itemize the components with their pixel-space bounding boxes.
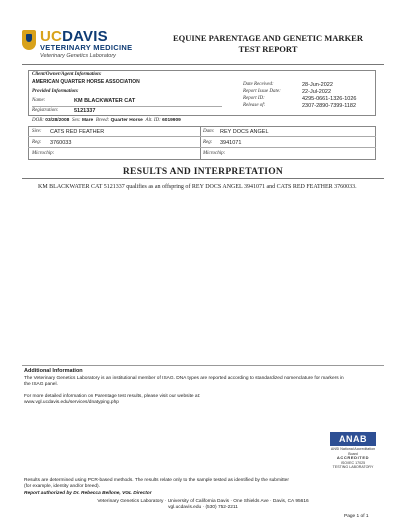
- sire-label: Sire:: [32, 129, 42, 134]
- name-value: KM BLACKWATER CAT: [74, 98, 136, 104]
- page-number: Page 1 of 1: [344, 514, 369, 519]
- logo-lab-name: Veterinary Genetics Laboratory: [40, 53, 116, 59]
- sire-value: CATS RED FEATHER: [50, 129, 105, 135]
- report-id-label: Report ID:: [243, 96, 265, 101]
- results-divider: [22, 178, 384, 179]
- sire-reg-label: Reg:: [32, 140, 42, 145]
- dam-reg-label: Reg:: [203, 140, 213, 145]
- registration-label: Registration:: [32, 108, 59, 113]
- name-label: Name:: [32, 98, 46, 103]
- animal-info-row: DOB: 03/28/2008 Sex: Mare Breed: Quarter Horse Alt. ID: 6019909: [32, 118, 181, 123]
- release-value: 2307-2890-7399-1182: [302, 103, 357, 109]
- authorized-by: Report authorized by Dr. Rebecca Bellone, VGL Director: [24, 491, 152, 496]
- issue-date-value: 22-Jul-2022: [302, 89, 332, 95]
- dob-value: 03/28/2008: [45, 118, 70, 123]
- footer-address: Veterinary Genetics Laboratory · University of California Davis · One Shields Ave · Davis, CA 95616: [97, 499, 309, 504]
- sire-reg-value: 3760033: [50, 140, 72, 146]
- ucdavis-logo: UCDAVIS: [40, 28, 108, 45]
- results-text: KM BLACKWATER CAT 5121337 qualifies as an offspring of REY DOCS ANGEL 3941071 and CATS RED FEATHER 3760033.: [38, 184, 357, 190]
- website-link[interactable]: www.vgl.ucdavis.edu/services/dnatyping.php: [24, 400, 119, 405]
- anab-logo: ANAB: [330, 432, 376, 446]
- client-label: Client/Owner/Agent Information:: [32, 72, 102, 77]
- sire-microchip-label: Microchip:: [32, 151, 55, 156]
- footer-contact: vgl.ucdavis.edu · (530) 752-2211: [168, 505, 238, 510]
- ucdavis-shield-icon: [22, 30, 36, 50]
- dam-label: Dam:: [203, 129, 215, 134]
- breed-value: Quarter Horse: [110, 118, 143, 123]
- date-received-value: 28-Jun-2022: [302, 82, 333, 88]
- dam-value: REY DOCS ANGEL: [220, 129, 269, 135]
- date-received-label: Date Received:: [243, 82, 274, 87]
- header-divider: [22, 64, 384, 65]
- provided-label: Provided Information:: [32, 89, 79, 94]
- additional-heading: Additional Information: [24, 368, 83, 374]
- registration-value: 5121337: [74, 108, 96, 114]
- logo-department: VETERINARY MEDICINE: [40, 43, 133, 52]
- report-title: EQUINE PARENTAGE AND GENETIC MARKER TEST REPORT: [172, 33, 363, 54]
- report-id-value: 4295-0661-1326-1026: [302, 96, 357, 102]
- disclaimer: Results are determined using PCR-based methods. The results relate only to the sample tested as identified by the submitter (for example, identity and/or breed).: [24, 478, 289, 489]
- issue-date-label: Report Issue Date:: [243, 89, 281, 94]
- client-value: AMERICAN QUARTER HORSE ASSOCIATION: [32, 79, 140, 85]
- alt-id-value: 6019909: [162, 118, 181, 123]
- dam-reg-value: 3941071: [220, 140, 242, 146]
- results-heading: RESULTS AND INTERPRETATION: [122, 167, 284, 177]
- dam-microchip-label: Microchip:: [203, 151, 226, 156]
- anab-accreditation: ANSI National Accreditation Board ACCREDITED ISO/IEC 17025 TESTING LABORATORY: [330, 447, 376, 469]
- sex-value: Mare: [81, 118, 94, 123]
- release-label: Release of:: [243, 103, 266, 108]
- additional-text: The Veterinary Genetics Laboratory is an institutional member of ISAG. DNA types are reported according to standardized nomenclature for markers in the ISAG panel. For more detailed information on Parentage test results, please visit our website at: www.vgl.ucdavis.edu/services/dnatyping.php: [24, 376, 384, 406]
